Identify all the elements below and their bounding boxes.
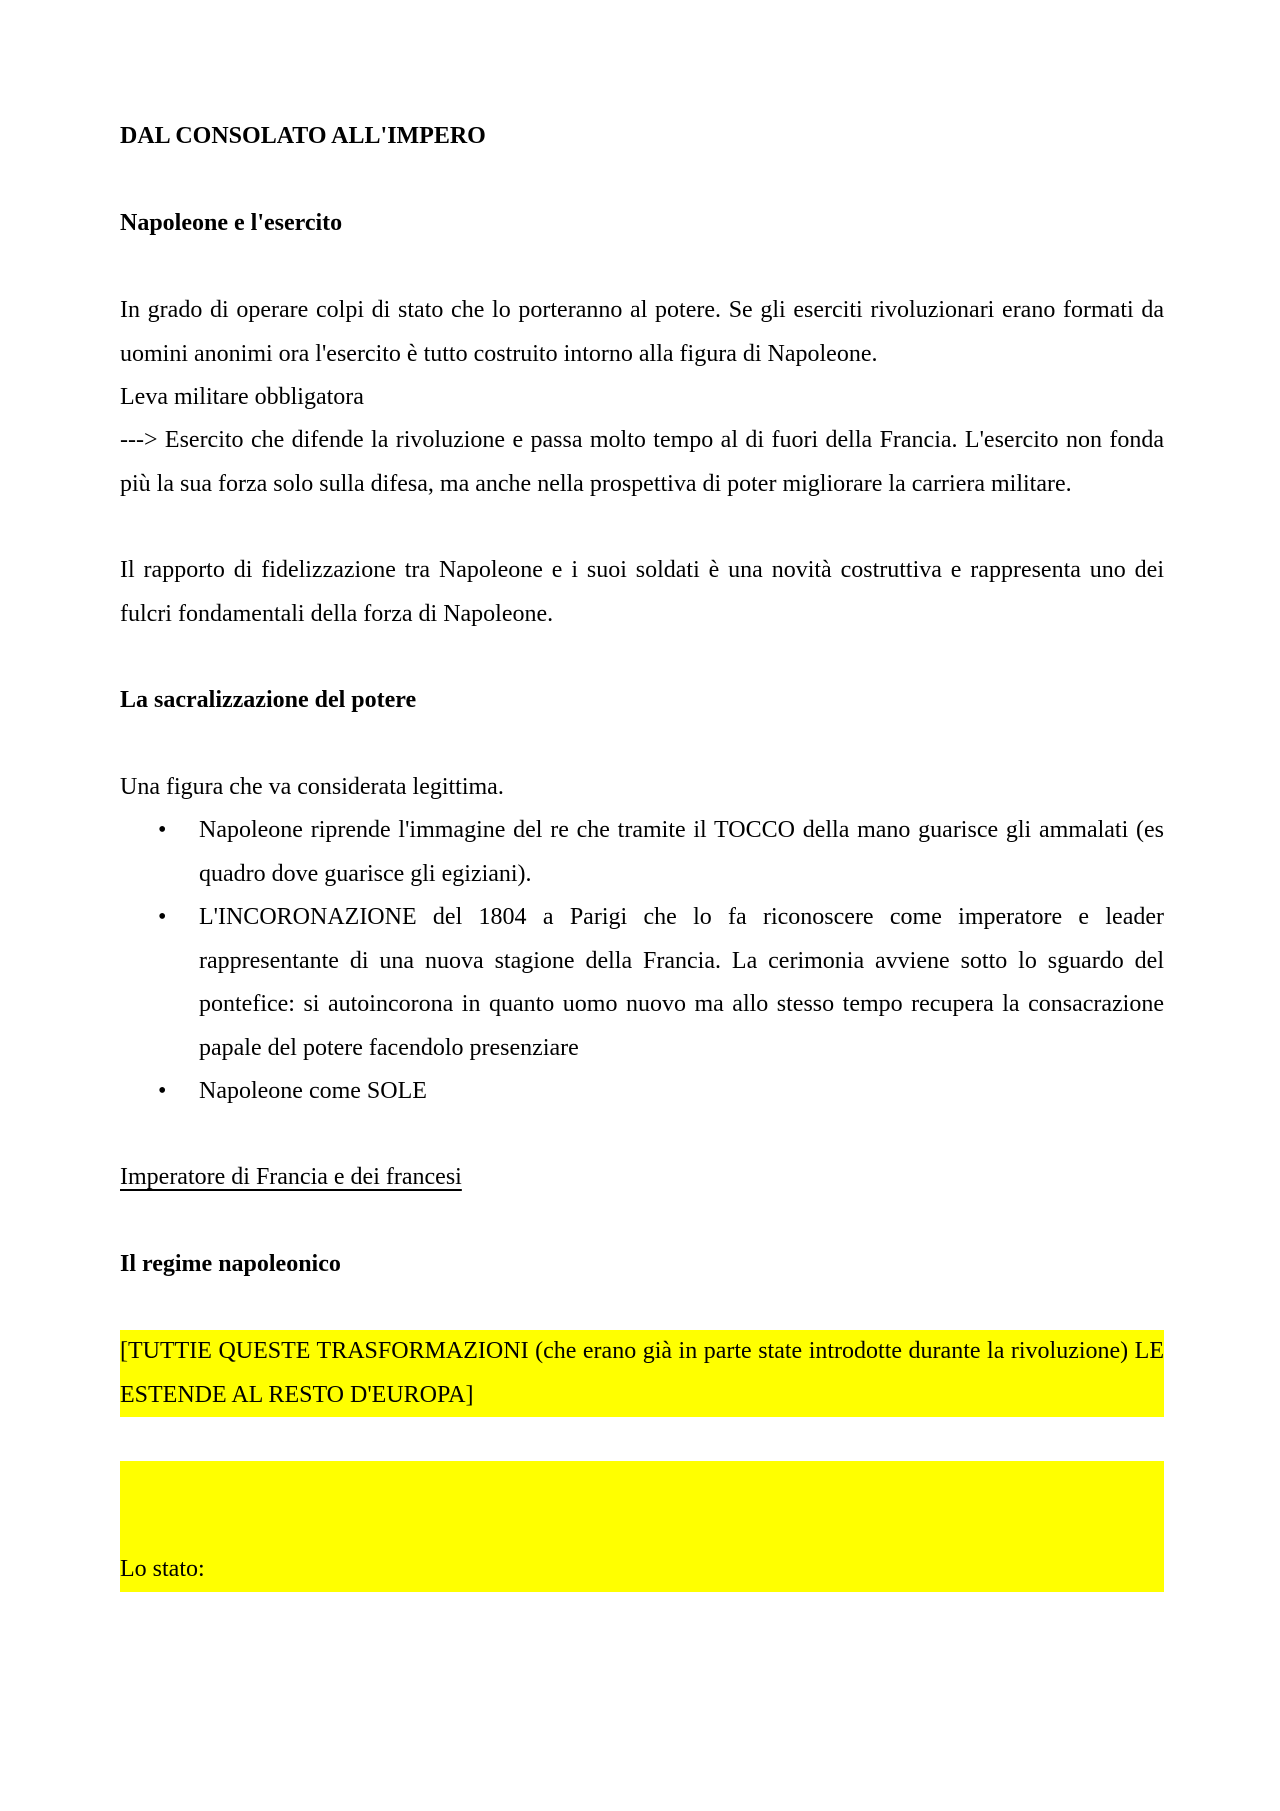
bullet-icon: • xyxy=(158,1078,167,1104)
list-item xyxy=(120,809,1164,896)
lo-stato-label: Lo stato: xyxy=(120,1556,205,1582)
paragraph-leva-militare: Leva militare obbligatora xyxy=(120,384,364,410)
bullet-icon: • xyxy=(158,904,167,930)
subtitle-imperatore: Imperatore di Francia e dei francesi xyxy=(120,1164,462,1190)
list-item-text: L'INCORONAZIONE del 1804 a Parigi che lo fa riconoscere come imperatore e leader rappresentante di una nuova stagione della Francia. La cerimonia avviene sotto lo sguardo del pontefice: si autoincorona in quanto uomo nuovo ma allo stesso tempo recupera la consacrazione papale del potere facendolo presenziare xyxy=(199,904,1164,1061)
document-title: DAL CONSOLATO ALL'IMPERO xyxy=(120,123,486,149)
underlined-subtitle xyxy=(120,1156,1164,1200)
paragraph-colpi-di-stato: In grado di operare colpi di stato che lo porteranno al potere. Se gli eserciti rivoluzionari erano formati da uomini anonimi ora l'esercito è tutto costruito intorno alla figura di Napoleone. xyxy=(120,297,1164,367)
section-heading-sacralizzazione: La sacralizzazione del potere xyxy=(120,687,417,713)
list-item-text: Napoleone riprende l'immagine del re che tramite il TOCCO della mano guarisce gli ammalati (es quadro dove guarisce gli egiziani). xyxy=(199,817,1164,887)
highlighted-paragraph-trasformazioni: [TUTTIE QUESTE TRASFORMAZIONI (che erano già in parte state introdotte durante la rivoluzione) LE ESTENDE AL RESTO D'EUROPA] xyxy=(120,1330,1164,1417)
bullet-icon: • xyxy=(158,817,167,843)
paragraph-figura-legittima: Una figura che va considerata legittima. xyxy=(120,774,504,800)
highlighted-block-lo-stato xyxy=(120,1461,1164,1592)
section-heading-esercito: Napoleone e l'esercito xyxy=(120,210,343,236)
list-item-text: Napoleone come SOLE xyxy=(199,1078,427,1104)
paragraph-fidelizzazione: Il rapporto di fidelizzazione tra Napoleone e i suoi soldati è una novità costruttiva e rappresenta uno dei fulcri fondamentali della forza di Napoleone. xyxy=(120,557,1164,627)
list-item xyxy=(120,896,1164,1070)
list-item xyxy=(120,1070,1164,1114)
bullet-list xyxy=(120,809,1164,1114)
section-heading-regime: Il regime napoleonico xyxy=(120,1251,341,1277)
paragraph-esercito-rivoluzione: ---> Esercito che difende la rivoluzione e passa molto tempo al di fuori della Francia. L'esercito non fonda più la sua forza solo sulla difesa, ma anche nella prospettiva di poter migliorare la carriera militare. xyxy=(120,427,1164,497)
